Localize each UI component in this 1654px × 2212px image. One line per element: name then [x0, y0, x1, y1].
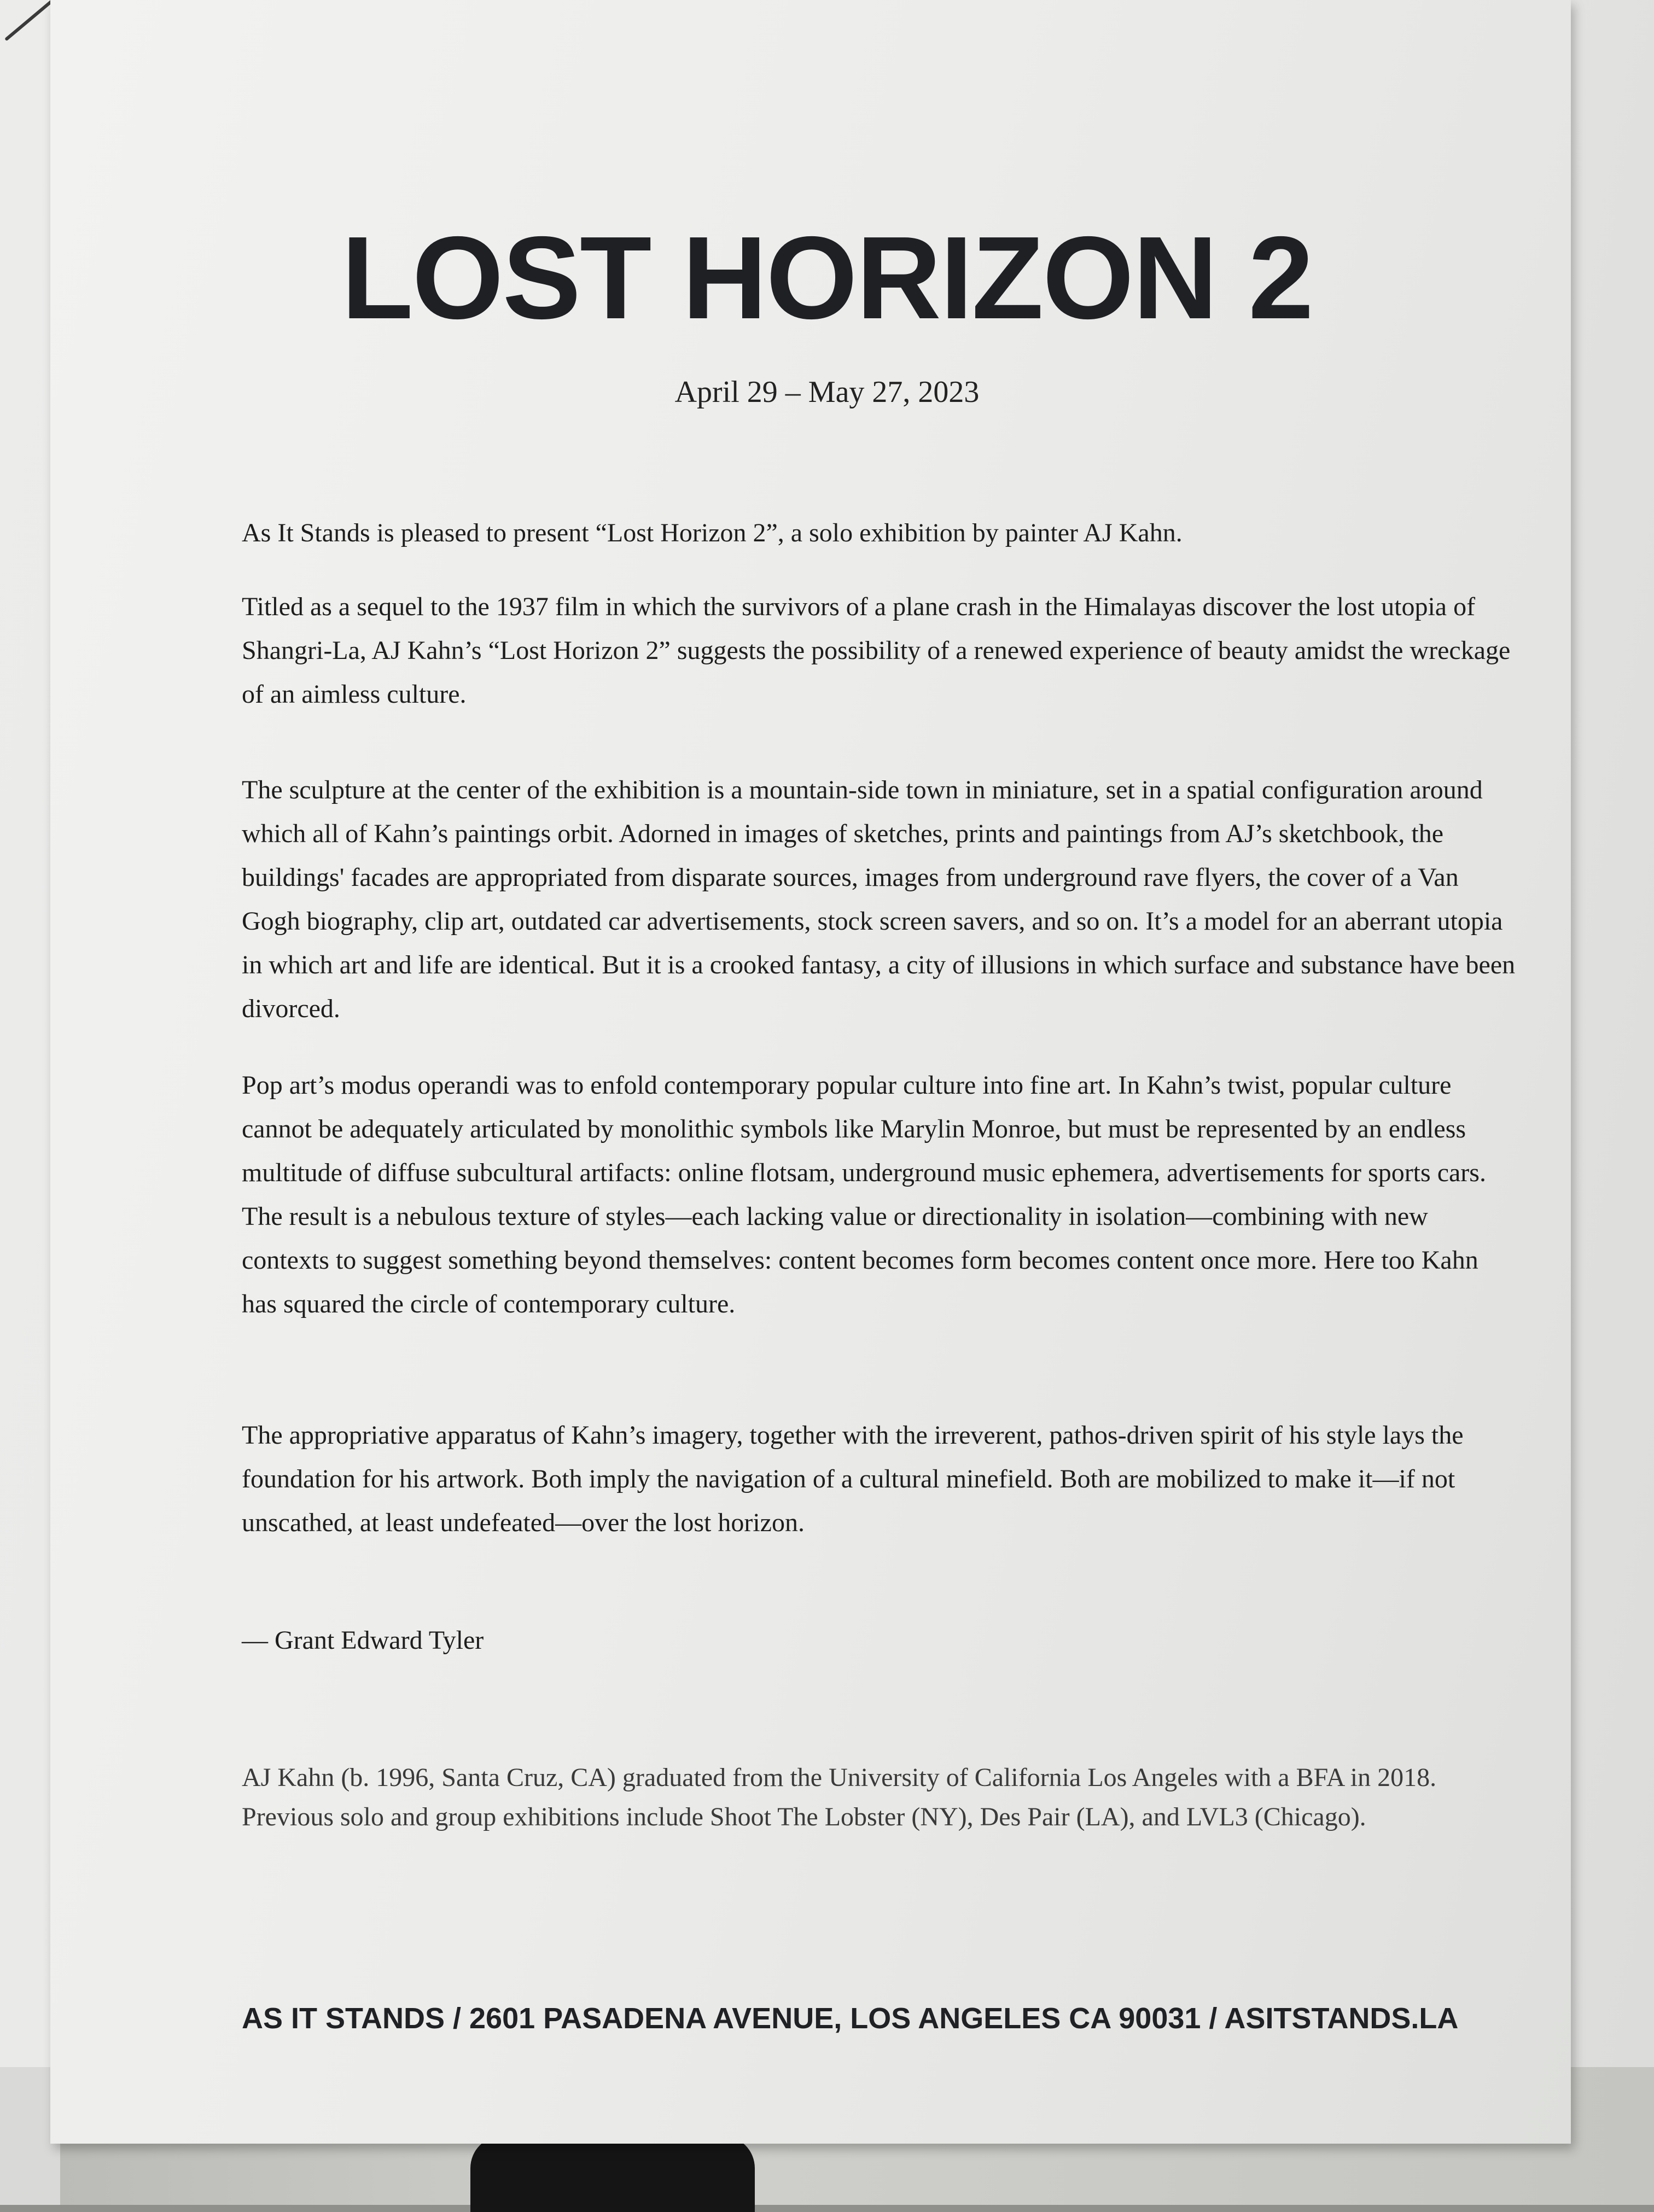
paragraph-sequel: Titled as a sequel to the 1937 film in which the survivors of a plane crash in the Himalayas discover the lost utopia of Shangri-La, AJ Kahn’s “Lost Horizon 2” suggests the possibility of a renewed experience of beauty amidst the wreckage of an aimless culture.: [242, 592, 1511, 709]
gallery-address-footer: AS IT STANDS / 2601 PASADENA AVENUE, LOS ANGELES CA 90031 / ASITSTANDS.LA: [242, 2002, 1459, 2035]
artist-bio: AJ Kahn (b. 1996, Santa Cruz, CA) graduated from the University of California Los Angeles with a BFA in 2018. Previous solo and group exhibitions include Shoot The Lobster (NY), Des Pair (LA), and LVL3 (Chicago).: [242, 1763, 1437, 1831]
shoe: [470, 2135, 755, 2212]
page-title: LOST HORIZON 2: [341, 212, 1313, 343]
paragraph-apparatus: The appropriative apparatus of Kahn’s imagery, together with the irreverent, pathos-driven spirit of his style lays the foundation for his artwork. Both imply the navigation of a cultural minefield. Both are mobilized to make it—if not unscathed, at least undefeated—over the lost horizon.: [242, 1421, 1464, 1537]
author-signature: — Grant Edward Tyler: [242, 1626, 484, 1655]
paragraph-intro: As It Stands is pleased to present “Lost Horizon 2”, a solo exhibition by painter AJ Kahn.: [242, 518, 1183, 547]
exhibition-dates: April 29 – May 27, 2023: [674, 375, 980, 409]
paragraph-pop-art: Pop art’s modus operandi was to enfold contemporary popular culture into fine art. In Kahn’s twist, popular culture cannot be adequately articulated by monolithic symbols like Marylin Monroe, but must be represented by an endless multitude of diffuse subcultural artifacts: online flotsam, underground music ephemera, advertisements for sports cars. The result is a nebulous texture of styles—each lacking value or directionality in isolation—combining with new contexts to suggest something beyond themselves: content becomes form becomes content once more. Here too Kahn has squared the circle of contemporary culture.: [242, 1071, 1486, 1318]
paragraph-sculpture: The sculpture at the center of the exhibition is a mountain-side town in miniature, set in a spatial configuration around which all of Kahn’s paintings orbit. Adorned in images of sketches, prints and paintings from AJ’s sketchbook, the buildings' facades are appropriated from disparate sources, images from underground rave flyers, the cover of a Van Gogh biography, clip art, outdated car advertisements, stock screen savers, and so on. It’s a model for an aberrant utopia in which art and life are identical. But it is a crooked fantasy, a city of illusions in which surface and substance have been divorced.: [242, 775, 1516, 1023]
